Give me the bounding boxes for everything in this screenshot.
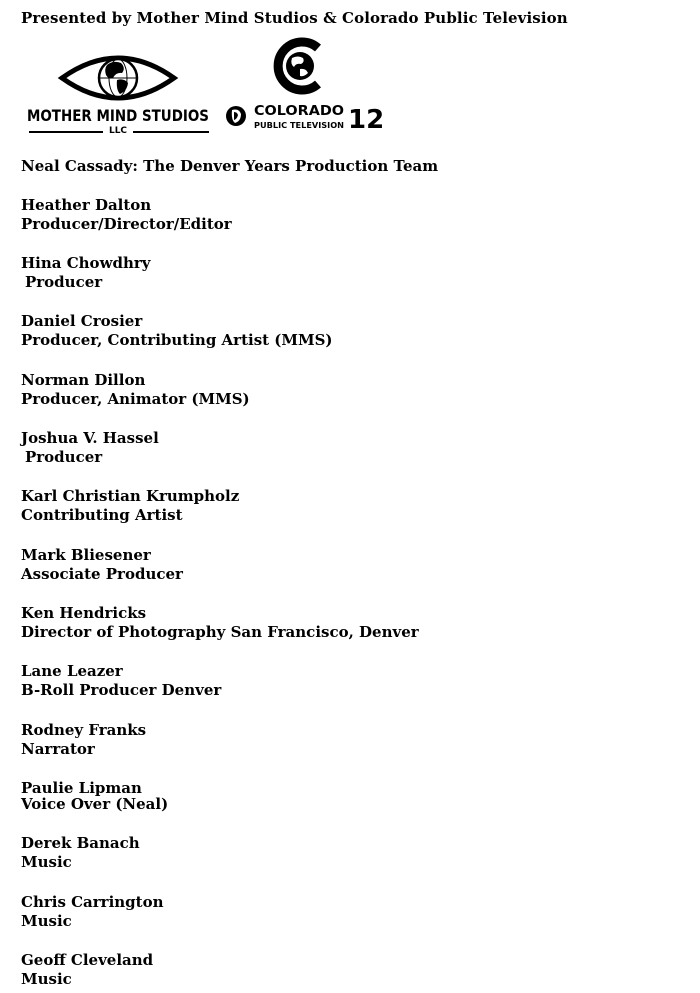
credit-entry xyxy=(21,312,681,350)
credit-entry xyxy=(21,834,681,872)
credit-name: Karl Christian Krumpholz xyxy=(21,487,240,505)
credit-role: Producer xyxy=(25,273,103,291)
credit-role: Director of Photography San Francisco, Denver xyxy=(21,623,419,641)
credit-name: Lane Leazer xyxy=(21,662,123,680)
credit-entry xyxy=(21,429,681,467)
production-team-heading: Neal Cassady: The Denver Years Production Team xyxy=(21,157,439,175)
credit-entry xyxy=(21,254,681,292)
credit-role: Music xyxy=(21,853,72,871)
credit-entry xyxy=(21,721,681,759)
credit-role: B-Roll Producer Denver xyxy=(21,681,222,699)
credit-name: Derek Banach xyxy=(21,834,140,852)
credit-name: Hina Chowdhry xyxy=(21,254,151,272)
credit-name: Heather Dalton xyxy=(21,196,152,214)
credit-entry xyxy=(21,196,681,234)
credit-role: Producer/Director/Editor xyxy=(21,215,232,233)
credit-role: Contributing Artist xyxy=(21,506,183,524)
credit-entry xyxy=(21,951,681,989)
credit-entry xyxy=(21,893,681,931)
credit-name: Joshua V. Hassel xyxy=(21,429,159,447)
pbs-head-icon xyxy=(226,106,246,126)
credit-entry xyxy=(21,371,681,409)
credit-name: Mark Bliesener xyxy=(21,546,151,564)
presented-by-line: Presented by Mother Mind Studios & Colorado Public Television xyxy=(21,9,568,27)
credit-entry xyxy=(21,487,681,525)
mother-mind-studios-logo xyxy=(25,48,215,134)
credit-name: Daniel Crosier xyxy=(21,312,143,330)
credit-name: Chris Carrington xyxy=(21,893,164,911)
credit-role: Producer xyxy=(25,448,103,466)
credit-entry xyxy=(21,662,681,700)
credit-name: Geoff Cleveland xyxy=(21,951,154,969)
mms-llc-label: LLC xyxy=(108,126,128,136)
credit-role: Associate Producer xyxy=(21,565,183,583)
credit-entry xyxy=(21,546,681,584)
credit-role: Producer, Contributing Artist (MMS) xyxy=(21,331,333,349)
credit-name: Ken Hendricks xyxy=(21,604,147,622)
credit-entry xyxy=(21,779,681,814)
cpt-channel-number: 12 xyxy=(348,105,385,135)
logo-row xyxy=(0,34,700,144)
eye-globe-icon xyxy=(62,58,174,98)
credit-name: Norman Dillon xyxy=(21,371,146,389)
credit-role: Narrator xyxy=(21,740,95,758)
cpt-subname: PUBLIC TELEVISION xyxy=(254,121,344,130)
mms-wordmark: MOTHER MIND STUDIOS xyxy=(27,106,209,125)
credit-role: Music xyxy=(21,912,72,930)
credit-name: Paulie Lipman xyxy=(21,779,142,797)
colorado-public-television-logo xyxy=(222,36,385,136)
credit-name: Rodney Franks xyxy=(21,721,147,739)
credit-role: Music xyxy=(21,970,72,988)
credit-role: Producer, Animator (MMS) xyxy=(21,390,250,408)
credit-entry xyxy=(21,604,681,642)
cpt-name: COLORADO xyxy=(254,104,344,119)
credit-role: Voice Over (Neal) xyxy=(21,795,169,813)
globe-c-icon xyxy=(278,42,318,90)
